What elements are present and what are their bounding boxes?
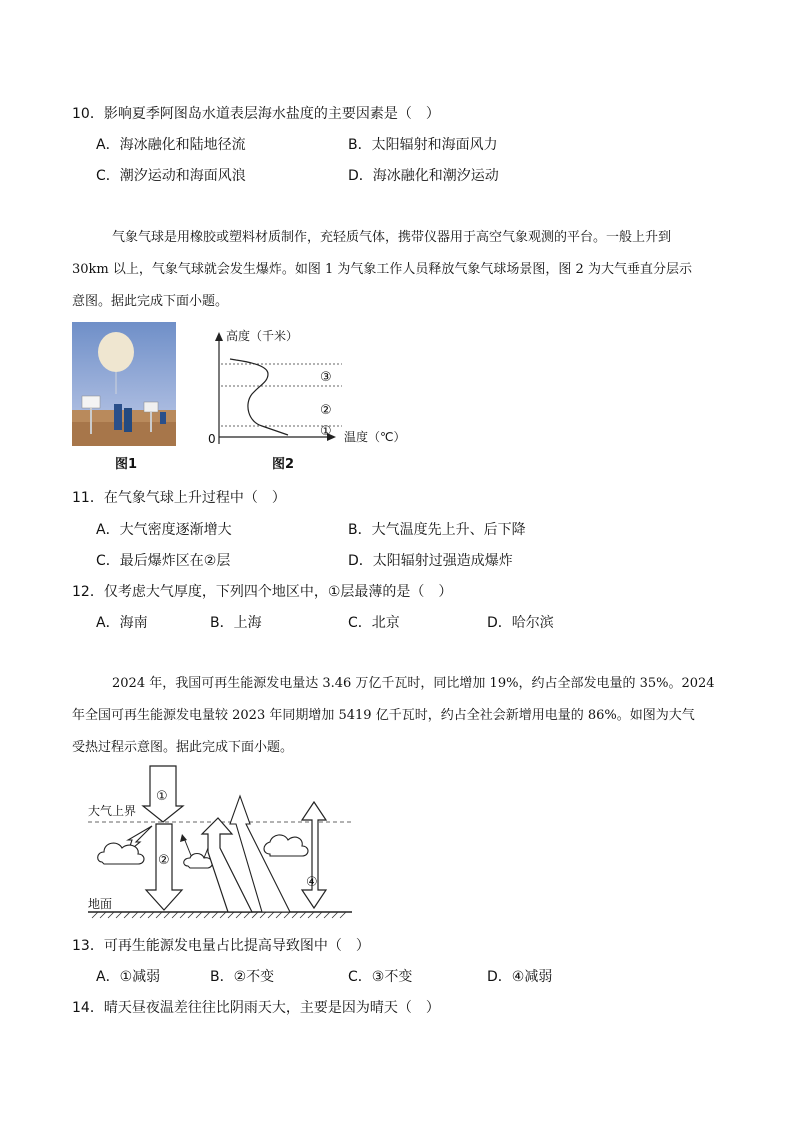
fig3-arrow-1-label: ① (156, 789, 168, 804)
q13-option-c: C．③不变 (348, 969, 413, 985)
fig2-layer-diagram (200, 322, 420, 448)
fig3-arrow-4-label: ④ (306, 875, 318, 890)
q14-stem: 14．晴天昼夜温差往往比阴雨天大，主要是因为晴天（ ） (72, 1000, 440, 1016)
fig3-scatter-line-left (184, 838, 192, 858)
q13-option-d: D．④减弱 (487, 969, 553, 985)
fig2-x-label: 温度（℃） (344, 430, 406, 444)
q13-stem: 13．可再生能源发电量占比提高导致图中（ ） (72, 938, 370, 954)
q11-option-a: A．大气密度逐渐增大 (96, 522, 232, 538)
passage2-line-2: 年全国可再生能源发电量较 2023 年同期增加 5419 亿千瓦时，约占全社会新增用电量的 86%。如图为大气 (72, 708, 695, 723)
q10-option-a: A．海冰融化和陆地径流 (96, 137, 246, 153)
q10-option-c: C．潮汐运动和海面风浪 (96, 168, 246, 184)
q11-option-b: B．大气温度先上升、后下降 (348, 522, 526, 538)
passage1-line-1: 气象气球是用橡胶或塑料材质制作，充轻质气体，携带仪器用于高空气象观测的平台。一般上升到 (112, 230, 672, 245)
fig2-temperature-curve (230, 359, 288, 435)
q10-stem: 10．影响夏季阿图岛水道表层海水盐度的主要因素是（ ） (72, 106, 440, 122)
fig3-heating-diagram (80, 762, 360, 922)
fig2-origin: 0 (208, 432, 216, 446)
q13-option-a: A．①减弱 (96, 969, 161, 985)
fig3-cloud-left-icon (98, 843, 144, 864)
q11-option-d: D．太阳辐射过强造成爆炸 (348, 553, 513, 569)
fig2-layer-3-label: ③ (320, 370, 332, 385)
q13-option-b: B．②不变 (210, 969, 275, 985)
fig2-y-label: 高度（千米） (226, 329, 299, 343)
fig3-ground-label: 地面 (88, 897, 113, 911)
fig1-balloon-photo (72, 322, 176, 446)
fig3-cloud-right-icon (264, 835, 308, 856)
fig2-layer-2-label: ② (320, 403, 332, 418)
fig3-cloud-mid-icon (184, 854, 213, 869)
q10-option-d: D．海冰融化和潮汐运动 (348, 168, 499, 184)
fig3-arrow-2-label: ② (158, 853, 170, 868)
passage2 (72, 668, 722, 764)
q10-option-b: B．太阳辐射和海面风力 (348, 137, 498, 153)
q12-option-d: D．哈尔滨 (487, 615, 554, 631)
passage1-line-2: 30km 以上，气象气球就会发生爆炸。如图 1 为气象工作人员释放气象气球场景图，图 2 为大气垂直分层示 (72, 262, 692, 277)
q12-option-a: A．海南 (96, 615, 148, 631)
fig1-caption: 图1 (115, 457, 138, 472)
passage2-line-1: 2024 年，我国可再生能源发电量达 3.46 万亿千瓦时，同比增加 19%，约占全部发电量的 35%。2024 (112, 676, 715, 691)
fig2-y-arrow-icon (215, 332, 223, 341)
q12-option-c: C．北京 (348, 615, 400, 631)
passage2-line-3: 受热过程示意图。据此完成下面小题。 (72, 740, 294, 755)
fig2-caption: 图2 (272, 457, 295, 472)
fig3-scatter-arrowhead-left-icon (180, 834, 187, 842)
fig3-top-label: 大气上界 (88, 804, 137, 818)
q11-stem: 11．在气象气球上升过程中（ ） (72, 490, 286, 506)
fig3-ground-hatch (92, 912, 346, 918)
q12-option-b: B．上海 (210, 615, 262, 631)
passage1-line-3: 意图。据此完成下面小题。 (72, 294, 229, 309)
q11-option-c: C．最后爆炸区在②层 (96, 553, 231, 569)
q12-stem: 12．仅考虑大气厚度，下列四个地区中，①层最薄的是（ ） (72, 584, 453, 600)
passage1 (72, 222, 722, 318)
fig2-layer-1-label: ① (320, 424, 332, 439)
